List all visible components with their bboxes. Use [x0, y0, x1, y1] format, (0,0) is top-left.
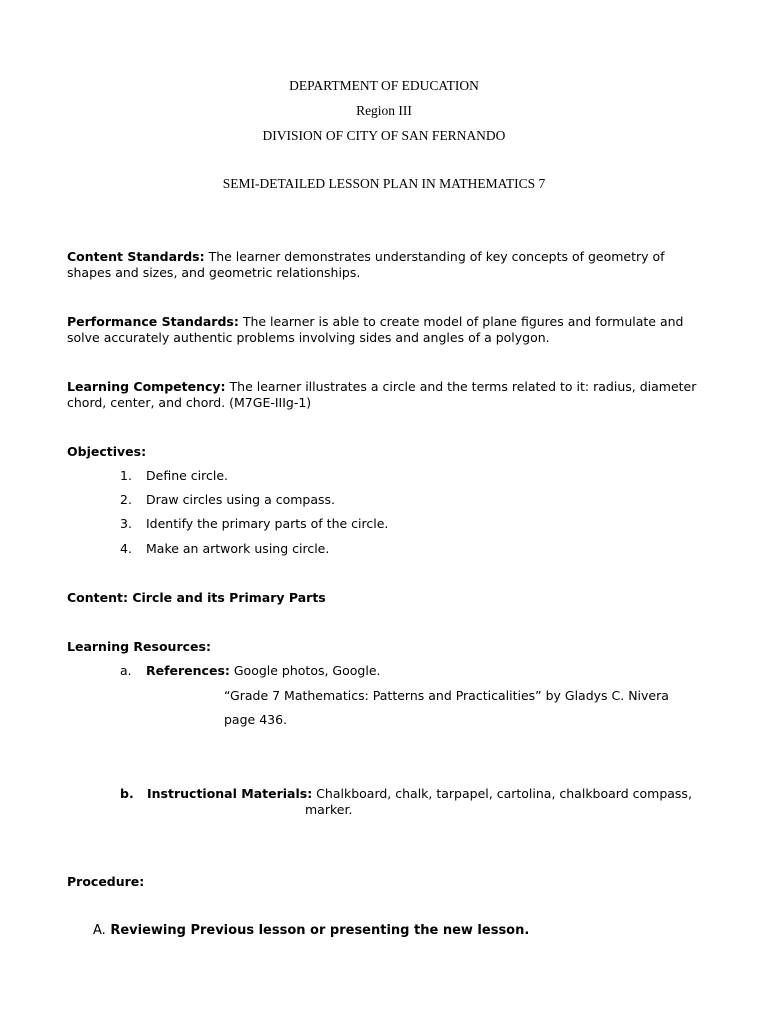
- content-standards-text: The learner demonstrates understanding of key concepts of geometry of shapes and sizes, and geometric relationships.: [67, 249, 665, 280]
- objective-number: 4.: [120, 541, 132, 556]
- materials-line: [147, 786, 692, 801]
- performance-standards-text: The learner is able to create model of plane figures and formulate and solve accurately authentic problems involving sides and angles of a polygon.: [67, 314, 684, 345]
- references-label: References:: [146, 663, 230, 678]
- objective-item: Identify the primary parts of the circle.: [146, 516, 389, 531]
- objective-number: 1.: [120, 468, 132, 483]
- materials-label: Instructional Materials:: [147, 786, 313, 801]
- objective-item: Define circle.: [146, 468, 228, 483]
- materials-text: Chalkboard, chalk, tarpapel, cartolina, chalkboard compass,: [312, 786, 692, 801]
- materials-continuation: marker.: [305, 802, 353, 817]
- objective-number: 3.: [120, 516, 132, 531]
- content-standards: [67, 249, 707, 281]
- objective-number: 2.: [120, 492, 132, 507]
- procedure-step-a: [93, 923, 529, 938]
- content-standards-label: Content Standards:: [67, 249, 205, 264]
- performance-standards: [67, 314, 707, 346]
- objectives-heading: Objectives:: [67, 444, 147, 459]
- procedure-heading: Procedure:: [67, 874, 145, 889]
- references-line: [146, 663, 380, 678]
- header-division: DIVISION OF CITY OF SAN FERNANDO: [262, 128, 506, 143]
- procedure-step-text: Reviewing Previous lesson or presenting the new lesson.: [105, 923, 530, 938]
- learning-resources-heading: Learning Resources:: [67, 639, 211, 654]
- header-region: Region III: [356, 103, 412, 118]
- performance-standards-label: Performance Standards:: [67, 314, 239, 329]
- references-letter: a.: [120, 663, 132, 678]
- objective-item: Make an artwork using circle.: [146, 541, 330, 556]
- learning-competency-label: Learning Competency:: [67, 379, 226, 394]
- lesson-plan-title: SEMI-DETAILED LESSON PLAN IN MATHEMATICS 7: [222, 176, 546, 191]
- materials-letter: b.: [120, 786, 134, 801]
- objective-item: Draw circles using a compass.: [146, 492, 336, 507]
- references-text: Google photos, Google.: [229, 663, 381, 678]
- learning-competency-text: The learner illustrates a circle and the terms related to it: radius, diameter chord, center, and chord. (M7GE-IIIg-1): [67, 379, 697, 410]
- content-heading: Content: Circle and its Primary Parts: [67, 590, 326, 605]
- header-department: DEPARTMENT OF EDUCATION: [289, 78, 479, 93]
- references-book: “Grade 7 Mathematics: Patterns and Practicalities” by Gladys C. Nivera: [224, 688, 669, 703]
- procedure-step-letter: A.: [93, 923, 106, 938]
- references-page: page 436.: [224, 712, 288, 727]
- learning-competency: [67, 379, 707, 411]
